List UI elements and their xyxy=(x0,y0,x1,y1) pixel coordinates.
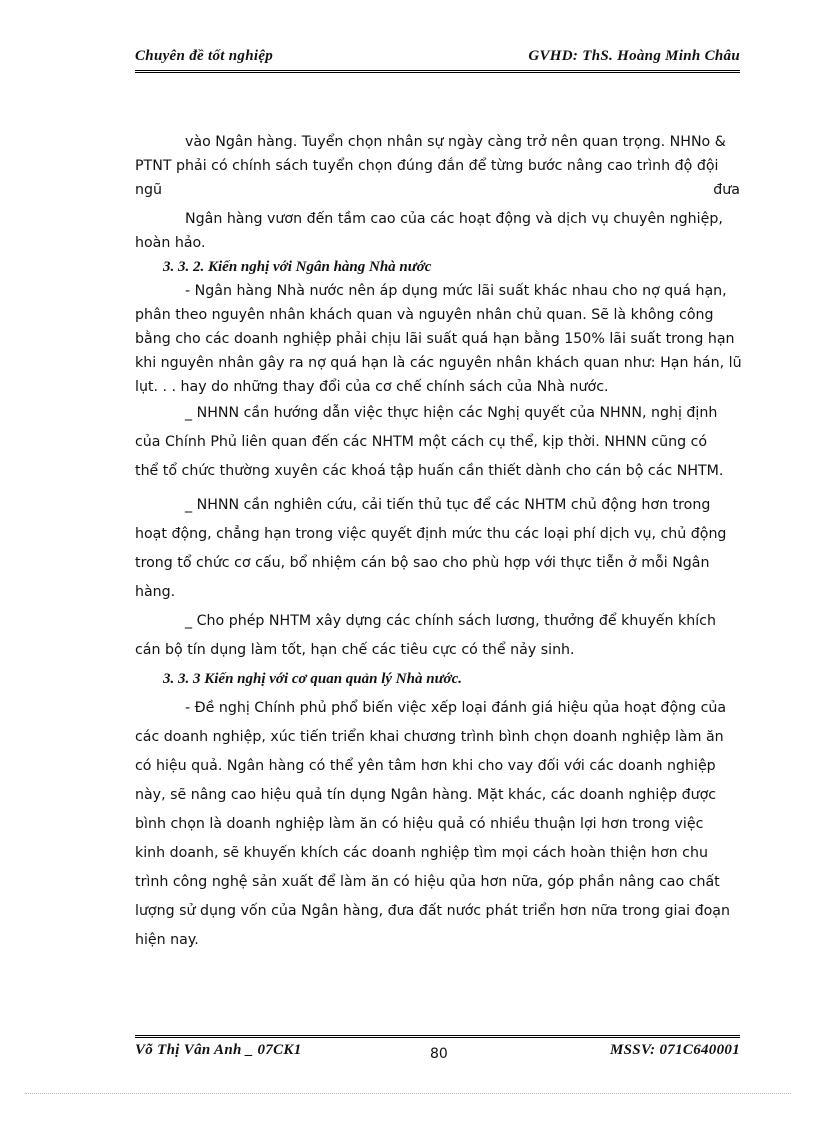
text-line: có hiệu quả. Ngân hàng có thể yên tâm hơn khi cho vay đối với các doanh nghiệp xyxy=(135,758,716,774)
text-line: trình công nghệ sản xuất để làm ăn có hiệu qủa hơn nữa, góp phần nâng cao chất xyxy=(135,874,720,890)
text-line: PTNT phải có chính sách tuyển chọn đúng đắn để từng bước nâng cao trình độ đội xyxy=(135,158,719,174)
header-advisor: GVHD: ThS. Hoàng Minh Châu xyxy=(528,48,740,64)
text-line: Ngân hàng vươn đến tầm cao của các hoạt động và dịch vụ chuyên nghiệp, xyxy=(185,211,723,227)
text-line: kinh doanh, sẽ khuyến khích các doanh nghiệp tìm mọi cách hoàn thiện hơn chu xyxy=(135,845,708,861)
page-bottom-divider xyxy=(25,1093,791,1094)
header-title: Chuyên đề tốt nghiệp xyxy=(135,48,274,64)
text-line: hoạt động, chẳng hạn trong việc quyết định mức thu các loại phí dịch vụ, chủ động xyxy=(135,526,727,542)
section-heading: 3. 3. 3 Kiến nghị với cơ quan quản lý Nhà nước. xyxy=(163,671,463,687)
text-line: lượng sử dụng vốn của Ngân hàng, đưa đất nước phát triển hơn nữa trong giai đoạn xyxy=(135,903,730,919)
text-line: bình chọn là doanh nghiệp làm ăn có hiệu quả có nhiều thuận lợi hơn trong việc xyxy=(135,816,704,832)
text-line: hoàn hảo. xyxy=(135,235,206,251)
text-line: trong tổ chức cơ cấu, bổ nhiệm cán bộ sao cho phù hợp với thực tiễn ở mỗi Ngân xyxy=(135,555,710,571)
text-line: cán bộ tín dụng làm tốt, hạn chế các tiêu cực có thể nảy sinh. xyxy=(135,642,575,658)
text-line: hiện nay. xyxy=(135,932,199,948)
text-line: - Đề nghị Chính phủ phổ biến việc xếp loại đánh giá hiệu qủa hoạt động của xyxy=(185,700,727,716)
text-line: _ Cho phép NHTM xây dựng các chính sách lương, thưởng để khuyến khích xyxy=(185,613,716,629)
text-line: lụt. . . hay do những thay đổi của cơ chế chính sách của Nhà nước. xyxy=(135,379,609,395)
text-line: _ NHNN cần hướng dẫn việc thực hiện các Nghị quyết của NHNN, nghị định xyxy=(185,405,718,421)
text-line: bằng cho các doanh nghiệp phải chịu lãi suất quá hạn bằng 150% lãi suất trong hạn xyxy=(135,331,735,347)
text-line: các doanh nghiệp, xúc tiến triển khai chương trình bình chọn doanh nghiệp làm ăn xyxy=(135,729,724,745)
text-line: vào Ngân hàng. Tuyển chọn nhân sự ngày càng trở nên quan trọng. NHNo & xyxy=(185,134,726,150)
body-text xyxy=(135,130,740,955)
text-line: phân theo nguyên nhân khách quan và nguyên nhân chủ quan. Sẽ là không công xyxy=(135,307,714,323)
text-line: này, sẽ nâng cao hiệu quả tín dụng Ngân hàng. Mặt khác, các doanh nghiệp được xyxy=(135,787,717,803)
text-line: ngũ đưa xyxy=(135,182,740,198)
text-line: - Ngân hàng Nhà nước nên áp dụng mức lãi suất khác nhau cho nợ quá hạn, xyxy=(185,283,727,299)
text-line: của Chính Phủ liên quan đến các NHTM một cách cụ thể, kịp thời. NHNN cũng có xyxy=(135,434,708,450)
header-rule xyxy=(135,70,740,73)
page-number: 80 xyxy=(430,1046,448,1062)
text-line: thể tổ chức thường xuyên các khoá tập huấn cần thiết dành cho cán bộ các NHTM. xyxy=(135,463,724,479)
text-line: _ NHNN cần nghiên cứu, cải tiến thủ tục để các NHTM chủ động hơn trong xyxy=(185,497,711,513)
text-line: khi nguyên nhân gây ra nợ quá hạn là các nguyên nhân khách quan như: Hạn hán, lũ xyxy=(135,355,742,371)
section-heading: 3. 3. 2. Kiến nghị với Ngân hàng Nhà nước xyxy=(163,259,432,275)
footer-student-id: MSSV: 071C640001 xyxy=(610,1042,740,1058)
footer-rule xyxy=(135,1035,740,1038)
text-line: hàng. xyxy=(135,584,176,600)
footer-author: Võ Thị Vân Anh _ 07CK1 xyxy=(135,1042,302,1058)
